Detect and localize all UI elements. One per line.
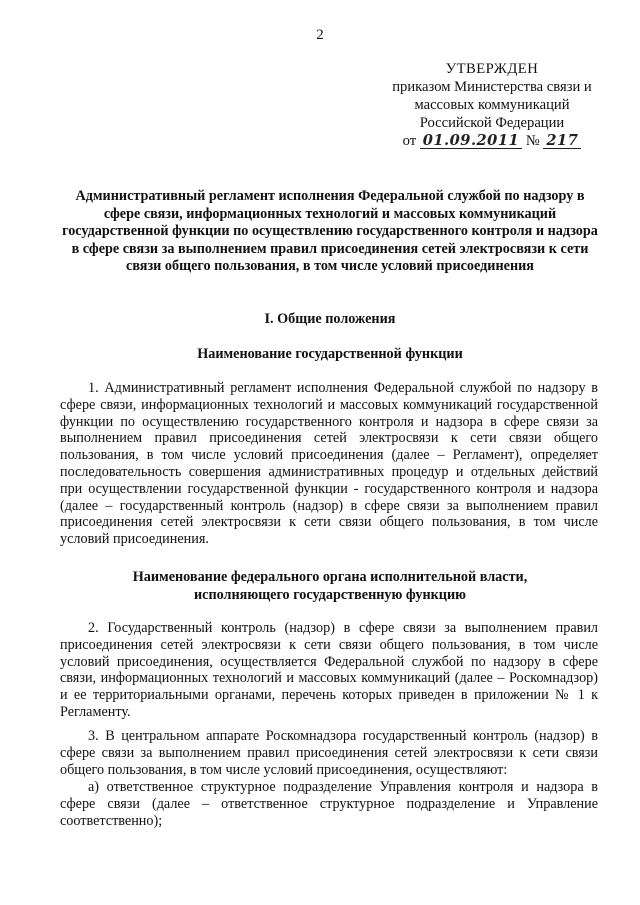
handwritten-date: 01.09.2011 — [420, 134, 522, 149]
approval-heading: УТВЕРЖДЕН — [445, 61, 539, 77]
approval-date-line — [372, 132, 612, 150]
number-prefix: № — [525, 133, 540, 149]
document-title: Административный регламент исполнения Федеральной службой по надзору в сфере связи, информационных технологий и массовых коммуникаций государственной функции по осуществлению государственного контроля и надзора в сфере связи за выполнением правил присоединения сетей электросвязи к сети связи общего пользования, в том числе условий присоединения — [62, 188, 598, 274]
paragraph-2: 2. Государственный контроль (надзор) в сфере связи за выполнением правил присоединения сетей электросвязи к сети связи общего пользования, в том числе условий присоединения, осуществляется Федеральной службой по надзору в сфере связи, информационных технологий и массовых коммуникаций (далее – Роскомнадзор) и ее территориальными органами, перечень которых приведен в приложении № 1 к Регламенту. — [60, 620, 598, 720]
subheading-authority-name: Наименование федерального органа исполнительной власти, исполняющего государственную функцию — [132, 569, 528, 603]
paragraph-4: а) ответственное структурное подразделение Управления контроля и надзора в сфере связи (далее – ответственное структурное подразделение и Управление соответственно); — [60, 779, 598, 829]
approval-line-2: массовых коммуникаций — [414, 97, 570, 113]
section-heading: I. Общие положения — [264, 311, 396, 327]
date-prefix: от — [402, 133, 417, 149]
subheading-function-name: Наименование государственной функции — [197, 346, 463, 362]
approval-stamp — [372, 60, 612, 150]
paragraph-1: 1. Административный регламент исполнения Федеральной службой по надзору в сфере связи, информационных технологий и массовых коммуникаций государственной функции по осуществлению государственного контроля и надзора в сфере связи за выполнением правил присоединения сетей электросвязи к сети связи общего пользования, в том числе условий присоединения (далее – Регламент), определяет последовательность совершения административных процедур и отдельных действий при осуществлении государственной функции - государственного контроля и надзора (далее – государственный контроль (надзор) в сфере связи за выполнением правил присоединения сетей электросвязи к сети связи общего пользования, в том числе условий присоединения. — [60, 380, 598, 548]
page-number: 2 — [316, 27, 324, 43]
handwritten-number: 217 — [543, 134, 581, 149]
approval-line-1: приказом Министерства связи и — [392, 79, 592, 95]
paragraph-3: 3. В центральном аппарате Роскомнадзора государственный контроль (надзор) в сфере связи за выполнением правил присоединения сетей электросвязи к сети связи общего пользования, в том числе условий присоединения, осуществляют: — [60, 728, 598, 778]
approval-line-3: Российской Федерации — [419, 115, 565, 131]
